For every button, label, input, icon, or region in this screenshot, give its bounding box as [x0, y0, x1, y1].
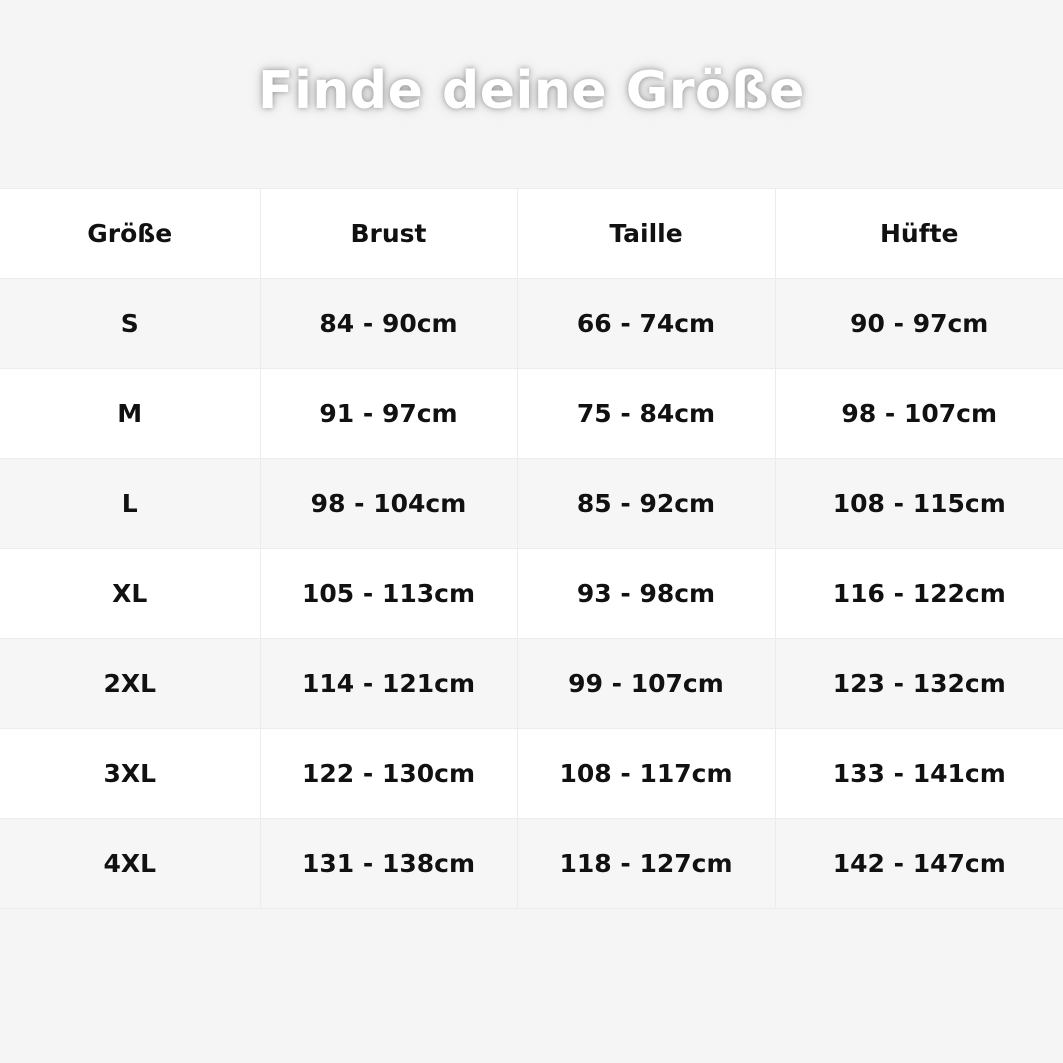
table-row — [0, 639, 1063, 729]
chest-cell: 98 - 104cm — [260, 459, 517, 549]
hip-cell: 123 - 132cm — [775, 639, 1063, 729]
table-row — [0, 279, 1063, 369]
size-cell: 2XL — [0, 639, 260, 729]
size-cell: XL — [0, 549, 260, 639]
hip-cell: 90 - 97cm — [775, 279, 1063, 369]
size-cell: 4XL — [0, 819, 260, 909]
hip-cell: 98 - 107cm — [775, 369, 1063, 459]
table-header-row — [0, 189, 1063, 279]
hip-cell: 108 - 115cm — [775, 459, 1063, 549]
size-cell: S — [0, 279, 260, 369]
hip-cell: 116 - 122cm — [775, 549, 1063, 639]
hip-cell: 133 - 141cm — [775, 729, 1063, 819]
waist-cell: 85 - 92cm — [517, 459, 775, 549]
waist-cell: 66 - 74cm — [517, 279, 775, 369]
size-cell: 3XL — [0, 729, 260, 819]
waist-cell: 93 - 98cm — [517, 549, 775, 639]
chest-cell: 114 - 121cm — [260, 639, 517, 729]
chest-cell: 91 - 97cm — [260, 369, 517, 459]
column-header-size: Größe — [0, 189, 260, 279]
table-row — [0, 369, 1063, 459]
waist-cell: 108 - 117cm — [517, 729, 775, 819]
table-row — [0, 549, 1063, 639]
page-title: Finde deine Größe — [258, 61, 805, 121]
size-chart-table — [0, 188, 1063, 909]
hip-cell: 142 - 147cm — [775, 819, 1063, 909]
column-header-hip: Hüfte — [775, 189, 1063, 279]
size-cell: M — [0, 369, 260, 459]
table-row — [0, 819, 1063, 909]
chest-cell: 84 - 90cm — [260, 279, 517, 369]
size-cell: L — [0, 459, 260, 549]
table-row — [0, 729, 1063, 819]
column-header-chest: Brust — [260, 189, 517, 279]
table-row — [0, 459, 1063, 549]
waist-cell: 118 - 127cm — [517, 819, 775, 909]
chest-cell: 105 - 113cm — [260, 549, 517, 639]
column-header-waist: Taille — [517, 189, 775, 279]
chest-cell: 122 - 130cm — [260, 729, 517, 819]
waist-cell: 99 - 107cm — [517, 639, 775, 729]
waist-cell: 75 - 84cm — [517, 369, 775, 459]
chest-cell: 131 - 138cm — [260, 819, 517, 909]
